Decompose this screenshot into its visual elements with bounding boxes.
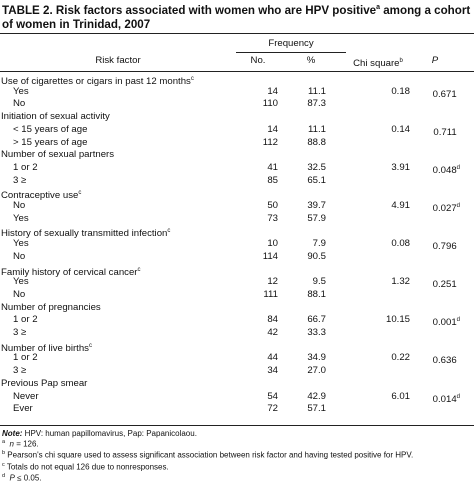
row-label-text: Number of live births xyxy=(1,342,89,354)
cell-pct-value: 34.9 xyxy=(307,352,326,364)
cell-p xyxy=(410,391,460,406)
cell-pct xyxy=(290,162,326,174)
cell-chi xyxy=(346,391,410,403)
cell-no-value: 110 xyxy=(262,98,278,110)
chi-square-footnote-marker: b xyxy=(399,58,403,64)
cell-no-value: 50 xyxy=(267,200,278,211)
row-sublabel xyxy=(13,98,25,110)
cell-chi-value: 1.32 xyxy=(391,276,410,288)
cell-no xyxy=(238,162,278,174)
cell-pct-value: 33.3 xyxy=(307,327,326,338)
row-label-text: Use of cigarettes or cigars in past 12 months xyxy=(1,76,191,88)
p-footnote-marker: d xyxy=(456,317,460,324)
cell-no-value: 14 xyxy=(267,85,278,97)
row-sublabel xyxy=(13,124,87,136)
footnote-d-marker: d xyxy=(2,472,6,479)
footnote-c xyxy=(2,461,472,472)
cell-chi xyxy=(346,352,410,364)
note-lead-text: HPV: human papillomavirus, Pap: Papanicolaou. xyxy=(22,429,197,438)
cell-pct xyxy=(290,403,326,415)
cell-chi xyxy=(346,86,410,98)
cell-chi-value: 0.18 xyxy=(391,85,410,97)
note-line xyxy=(2,429,472,438)
cell-no xyxy=(238,251,278,263)
row-label-text: < 15 years of age xyxy=(13,123,88,135)
cell-pct-value: 42.9 xyxy=(307,390,326,402)
cell-pct-value: 57.1 xyxy=(307,403,326,415)
cell-p xyxy=(410,124,460,139)
footnote-a-marker: a xyxy=(2,439,6,446)
cell-no xyxy=(238,327,278,339)
cell-pct xyxy=(290,314,326,326)
cell-p xyxy=(410,238,460,253)
footnote-c-marker: c xyxy=(2,461,5,468)
cell-no-value: 112 xyxy=(262,136,278,148)
percent-header: % xyxy=(306,55,316,66)
cell-pct-value: 65.1 xyxy=(307,174,326,186)
cell-pct-value: 90.5 xyxy=(307,250,326,262)
cell-pct xyxy=(290,289,326,301)
row-label-text: No xyxy=(13,288,26,300)
row-sublabel xyxy=(13,213,29,225)
row-category-label xyxy=(1,378,87,390)
cell-no xyxy=(238,124,278,136)
row-label-text: Never xyxy=(13,390,39,402)
cell-pct-value: 88.1 xyxy=(307,288,326,300)
cell-pct xyxy=(290,327,326,339)
cell-p-value: 0.014 xyxy=(432,393,457,405)
cell-pct-value: 11.1 xyxy=(308,85,326,97)
cell-no xyxy=(238,175,278,187)
row-category-label xyxy=(1,73,194,88)
p-footnote-marker: d xyxy=(456,164,460,171)
cell-no-value: 84 xyxy=(267,314,278,326)
cell-p xyxy=(410,162,460,177)
cell-p-value: 0.671 xyxy=(432,88,457,100)
row-sublabel xyxy=(13,403,33,415)
cell-no xyxy=(238,86,278,98)
row-label-text: Yes xyxy=(13,276,29,288)
cell-no xyxy=(238,365,278,377)
cell-chi-value: 0.08 xyxy=(391,238,410,250)
frequency-underline xyxy=(236,52,346,53)
cell-pct-value: 87.3 xyxy=(307,98,326,110)
cell-pct xyxy=(290,365,326,377)
cell-p-value: 0.001 xyxy=(432,317,457,329)
cell-p-value: 0.027 xyxy=(432,203,457,215)
cell-no-value: 12 xyxy=(267,276,278,288)
cell-p xyxy=(410,314,460,329)
cell-pct xyxy=(290,175,326,187)
cell-p-value: 0.711 xyxy=(433,126,457,138)
row-footnote-marker: c xyxy=(190,76,194,82)
cell-p-value: 0.796 xyxy=(432,241,457,253)
cell-no xyxy=(238,238,278,250)
cell-no xyxy=(238,352,278,364)
cell-no-value: 44 xyxy=(267,352,278,364)
row-label-text: Number of sexual partners xyxy=(1,149,115,161)
cell-no-value: 42 xyxy=(267,327,278,338)
footnote-a-n: n xyxy=(9,440,14,450)
cell-p xyxy=(410,352,460,367)
cell-chi xyxy=(346,314,410,326)
row-sublabel xyxy=(13,200,25,212)
row-sublabel xyxy=(13,327,26,339)
table-notes xyxy=(2,429,472,483)
row-label-text: No xyxy=(13,200,26,211)
cell-no-value: 114 xyxy=(262,250,278,262)
cell-pct xyxy=(290,124,326,136)
cell-p-value: 0.636 xyxy=(432,355,457,367)
row-sublabel xyxy=(13,175,26,187)
cell-chi-value: 3.91 xyxy=(391,161,410,173)
title-footnote-marker: a xyxy=(376,4,381,11)
header-rule xyxy=(0,71,474,72)
row-sublabel xyxy=(13,391,39,403)
cell-pct-value: 7.9 xyxy=(312,238,326,250)
cell-pct xyxy=(290,137,326,149)
cell-chi xyxy=(346,238,410,250)
row-footnote-marker: c xyxy=(78,190,82,197)
row-category-label xyxy=(1,111,110,123)
cell-p xyxy=(410,200,460,215)
row-label-text: 1 or 2 xyxy=(13,314,38,326)
footnote-c-text: Totals do not equal 126 due to nonresponses. xyxy=(4,462,169,472)
row-label-text: Number of pregnancies xyxy=(1,301,101,313)
table-title xyxy=(2,1,472,32)
note-lead: Note: xyxy=(2,429,23,438)
cell-pct-value: 11.1 xyxy=(308,123,326,135)
row-label-text: Contraceptive use xyxy=(1,190,79,202)
cell-no xyxy=(238,403,278,415)
cell-pct xyxy=(290,352,326,364)
cell-pct-value: 32.5 xyxy=(307,161,326,173)
cell-chi-value: 10.15 xyxy=(385,314,410,326)
cell-pct xyxy=(290,200,326,212)
row-sublabel xyxy=(13,137,87,149)
cell-chi-value: 6.01 xyxy=(391,390,410,402)
cell-pct-value: 57.9 xyxy=(307,212,326,224)
cell-no-value: 14 xyxy=(267,123,278,135)
row-sublabel xyxy=(13,251,25,263)
cell-chi xyxy=(346,276,410,288)
cell-no xyxy=(238,289,278,301)
cell-chi-value: 4.91 xyxy=(391,200,410,211)
row-label-text: Yes xyxy=(13,85,29,97)
row-footnote-marker: c xyxy=(88,342,92,349)
cell-no xyxy=(238,137,278,149)
chi-square-header-text: Chi square xyxy=(353,58,400,70)
cell-no-value: 41 xyxy=(267,161,278,173)
row-label-text: Initiation of sexual activity xyxy=(1,111,110,123)
cell-pct xyxy=(290,391,326,403)
footnote-b-text: Pearson's chi square used to assess significant association between risk factor and having tested positive for HPV. xyxy=(5,451,414,461)
cell-pct-value: 66.7 xyxy=(307,314,326,326)
row-sublabel xyxy=(13,238,29,250)
cell-p-value: 0.251 xyxy=(432,279,457,291)
cell-pct-value: 88.8 xyxy=(307,136,326,148)
row-label-text: 1 or 2 xyxy=(13,352,38,364)
row-label-text: Yes xyxy=(13,212,29,224)
cell-chi xyxy=(346,124,410,136)
table-title-text-cont: among a cohort of women in Trinidad, 2007 xyxy=(2,3,471,31)
frequency-header: Frequency xyxy=(268,38,314,49)
cell-no-value: 72 xyxy=(267,403,278,415)
row-label-text: No xyxy=(13,250,26,262)
cell-pct-value: 39.7 xyxy=(307,200,326,211)
row-category-label xyxy=(1,302,101,314)
cell-no xyxy=(238,98,278,110)
row-sublabel xyxy=(13,352,38,364)
row-label-text: Ever xyxy=(13,403,33,415)
cell-chi xyxy=(346,200,410,212)
row-label-text: History of sexually transmitted infection xyxy=(1,228,168,240)
top-rule xyxy=(0,33,474,34)
p-footnote-marker: d xyxy=(456,203,460,209)
row-sublabel xyxy=(13,365,26,377)
risk-factor-header: Risk factor xyxy=(95,55,141,66)
row-sublabel xyxy=(13,289,25,301)
cell-no-value: 34 xyxy=(267,365,278,377)
cell-pct-value: 9.5 xyxy=(312,276,326,288)
bottom-rule xyxy=(0,425,474,426)
cell-no xyxy=(238,314,278,326)
row-label-text: No xyxy=(13,98,26,110)
row-sublabel xyxy=(13,314,38,326)
row-label-text: Yes xyxy=(13,238,29,250)
cell-p-value: 0.048 xyxy=(432,165,457,177)
footnote-d xyxy=(2,472,472,483)
table-title-text: TABLE 2. Risk factors associated with women who are HPV positive xyxy=(2,3,377,17)
cell-no xyxy=(238,391,278,403)
cell-pct xyxy=(290,86,326,98)
footnote-a-text: = 126. xyxy=(13,440,39,450)
footnote-d-p: P xyxy=(9,473,15,483)
cell-chi-value: 0.14 xyxy=(391,123,410,135)
row-footnote-marker: c xyxy=(137,266,141,273)
cell-no-value: 10 xyxy=(267,238,278,250)
cell-chi xyxy=(346,162,410,174)
row-label-text: 1 or 2 xyxy=(13,161,38,173)
cell-p xyxy=(410,276,460,291)
footnote-a xyxy=(2,438,472,449)
cell-no xyxy=(238,200,278,212)
row-footnote-marker: c xyxy=(167,228,171,235)
cell-no xyxy=(238,276,278,288)
footnote-d-text: ≤ 0.05. xyxy=(14,473,42,483)
p-footnote-marker: d xyxy=(456,393,460,400)
row-sublabel xyxy=(13,276,29,288)
cell-no-value: 85 xyxy=(267,174,278,186)
cell-pct xyxy=(290,251,326,263)
footnote-b xyxy=(2,449,472,460)
cell-chi-value: 0.22 xyxy=(391,352,410,364)
row-label-text: 3 ≥ xyxy=(13,365,27,377)
row-label-text: Family history of cervical cancer xyxy=(1,266,138,278)
row-label-text: > 15 years of age xyxy=(13,136,88,148)
row-label-text: Previous Pap smear xyxy=(1,377,88,389)
cell-pct xyxy=(290,238,326,250)
p-header: P xyxy=(431,55,439,66)
row-sublabel xyxy=(13,162,38,174)
cell-p xyxy=(410,86,460,101)
cell-no xyxy=(238,213,278,225)
cell-pct xyxy=(290,213,326,225)
row-sublabel xyxy=(13,86,29,98)
no-header: No. xyxy=(250,55,266,66)
cell-pct-value: 27.0 xyxy=(307,365,326,377)
footnote-b-marker: b xyxy=(2,450,6,457)
row-category-label xyxy=(1,149,114,161)
cell-no-value: 54 xyxy=(267,390,278,402)
cell-no-value: 73 xyxy=(267,212,278,224)
cell-pct xyxy=(290,276,326,288)
chi-square-header xyxy=(346,55,410,70)
cell-no-value: 111 xyxy=(263,288,278,300)
row-label-text: 3 ≥ xyxy=(13,174,27,186)
cell-pct xyxy=(290,98,326,110)
row-label-text: 3 ≥ xyxy=(13,327,27,338)
